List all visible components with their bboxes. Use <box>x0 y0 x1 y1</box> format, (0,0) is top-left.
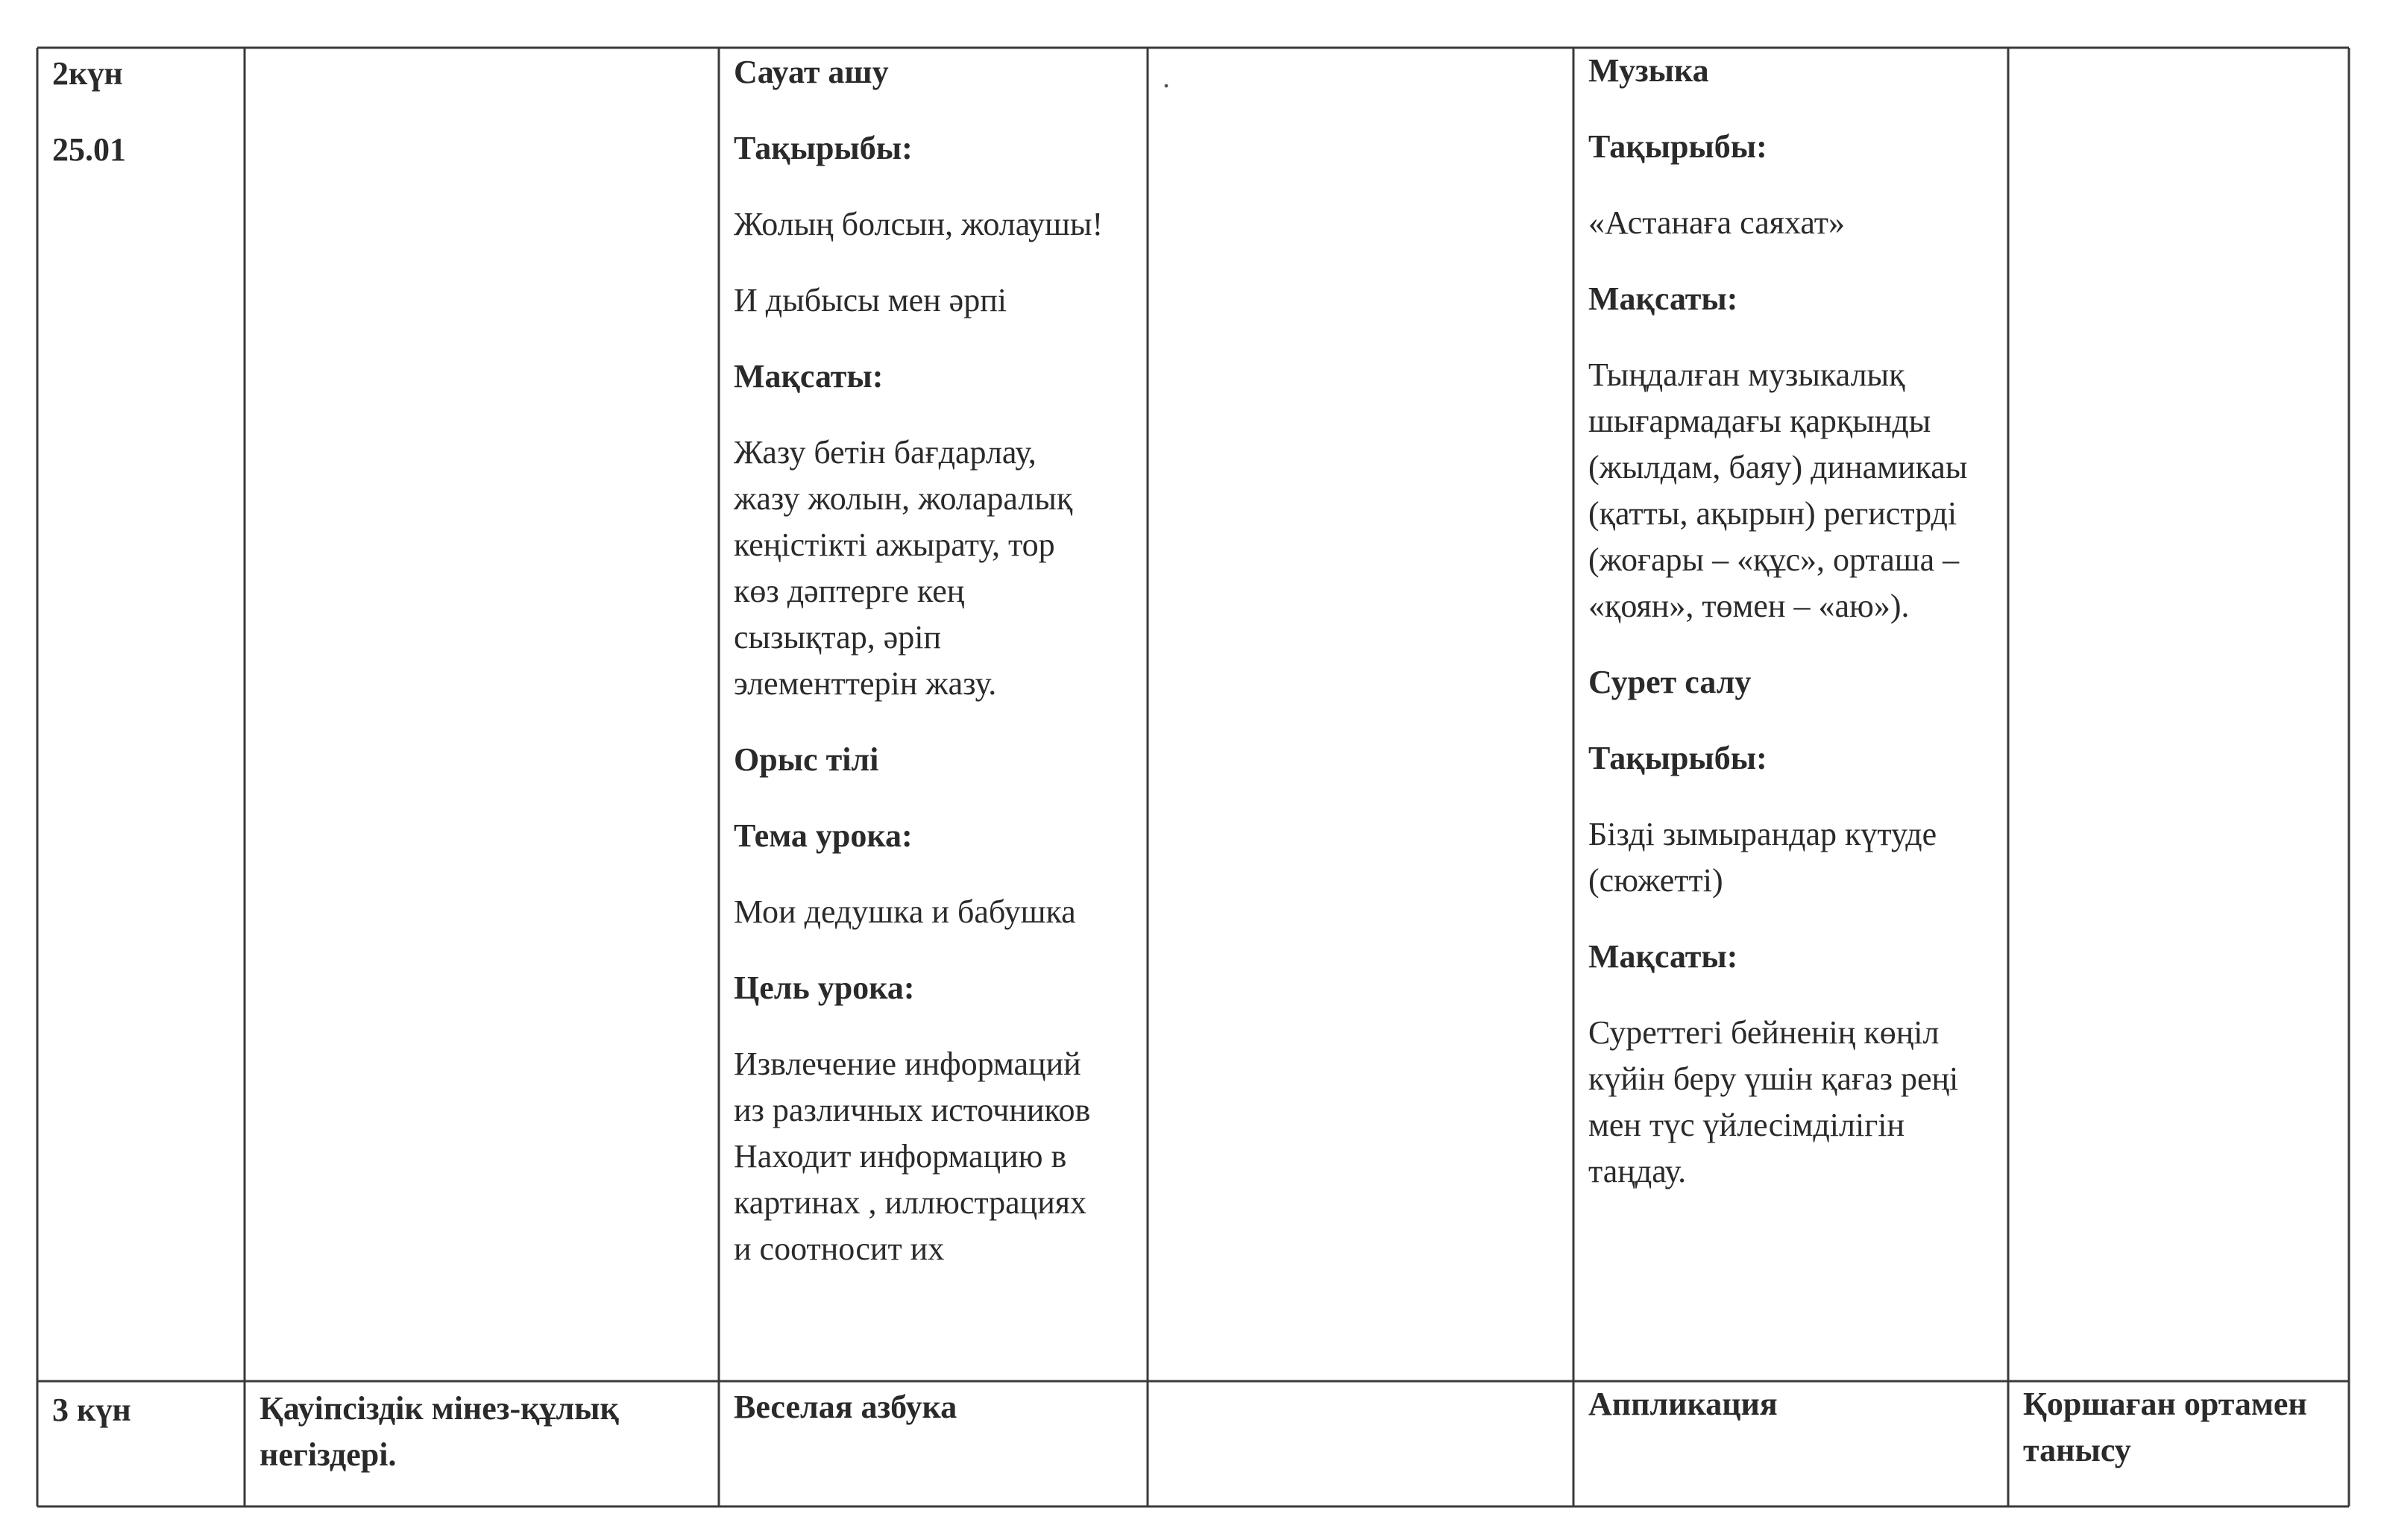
goal-label: Мақсаты: <box>1588 280 1738 317</box>
goal-text: (қатты, ақырын) регистрді <box>1588 495 1957 532</box>
topic-label: Тақырыбы: <box>1588 740 1767 776</box>
topic-text: Жолың болсын, жолаушы! <box>734 206 1104 242</box>
subject-title: Орыс тілі <box>734 741 879 778</box>
table-cell-day-3 <box>37 1381 245 1433</box>
goal-text: таңдау. <box>1588 1153 1687 1189</box>
goal-text: Суреттегі бейненің көңіл <box>1588 1014 1940 1051</box>
table-cell-music-drawing <box>1573 48 2008 1195</box>
goal-text: Извлечение информаций <box>734 1046 1081 1082</box>
subject-title: негіздері. <box>260 1436 397 1473</box>
goal-text: «қоян», төмен – «аю»). <box>1588 588 1910 624</box>
goal-text: из различных источников <box>734 1092 1091 1128</box>
goal-text: кеңістікті ажырату, тор <box>734 527 1055 563</box>
goal-text: Жазу бетін бағдарлау, <box>734 434 1037 471</box>
topic-text: Бізді зымырандар күтуде <box>1588 816 1937 852</box>
goal-label: Мақсаты: <box>734 358 884 395</box>
goal-text: сызықтар, әріп <box>734 619 942 656</box>
goal-text: картинах , иллюстрациях <box>734 1184 1086 1221</box>
goal-text: күйін беру үшін қағаз реңі <box>1588 1060 1959 1097</box>
subject-title: Сауат ашу <box>734 54 889 90</box>
subject-title: танысу <box>2023 1432 2131 1468</box>
goal-text: (жоғары – «құс», орташа – <box>1588 541 1960 578</box>
topic-label: Тақырыбы: <box>1588 128 1767 165</box>
goal-text: шығармадағы қарқынды <box>1588 403 1931 439</box>
goal-text: жазу жолын, жоларалық <box>734 480 1073 517</box>
goal-label: Мақсаты: <box>1588 938 1738 975</box>
goal-text: көз дәптерге кең <box>734 573 965 609</box>
subject-title: Аппликация <box>1588 1386 1778 1422</box>
goal-text: элементтерін жазу. <box>734 665 997 702</box>
table-cell-environment <box>2008 1381 2349 1474</box>
table-cell-safety <box>245 1381 719 1478</box>
subject-title: Сурет салу <box>1588 664 1752 700</box>
subject-title: Музыка <box>1588 52 1709 89</box>
table-cell-literacy-russian <box>719 48 1148 1272</box>
topic-label: Тема урока: <box>734 817 913 854</box>
goal-text: Находит информацию в <box>734 1138 1067 1175</box>
table-cell-alphabet <box>719 1381 1148 1430</box>
goal-text: (жылдам, баяу) динамикаы <box>1588 449 1968 485</box>
subject-title: Қауіпсіздік мінез-құлық <box>260 1390 619 1427</box>
day-label: 3 күн <box>52 1392 131 1428</box>
goal-label: Цель урока: <box>734 969 915 1006</box>
cell-dot: . <box>1163 60 1170 94</box>
subject-title: Веселая азбука <box>734 1389 957 1425</box>
table-cell-applique <box>1573 1381 2008 1427</box>
topic-label: Тақырыбы: <box>734 130 913 166</box>
subject-title: Қоршаған ортамен <box>2023 1386 2307 1422</box>
topic-text: И дыбысы мен әрпі <box>734 282 1007 318</box>
topic-text: (сюжетті) <box>1588 862 1723 899</box>
day-label: 2күн <box>52 55 123 92</box>
goal-text: Тыңдалған музыкалық <box>1588 356 1905 393</box>
topic-text: Мои дедушка и бабушка <box>734 893 1076 930</box>
table-cell-day-2 <box>37 48 245 173</box>
goal-text: мен түс үйлесімділігін <box>1588 1107 1905 1143</box>
goal-text: и соотносит их <box>734 1231 945 1267</box>
date-label: 25.01 <box>52 131 126 168</box>
topic-text: «Астанаға саяхат» <box>1588 204 1846 241</box>
